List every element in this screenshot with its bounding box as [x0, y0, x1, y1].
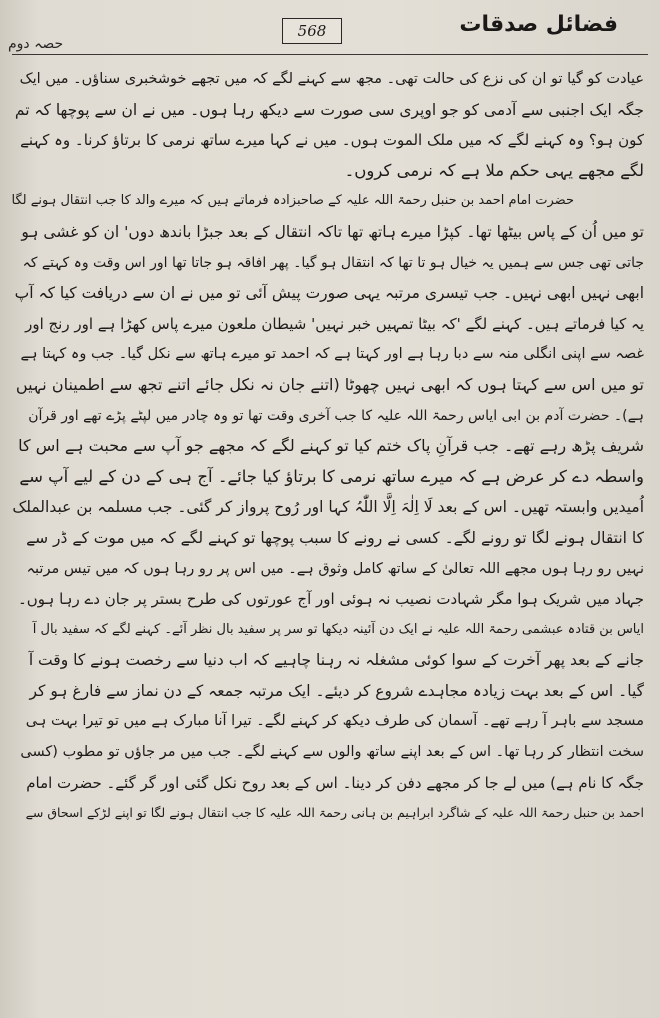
- page-number: 568: [282, 18, 342, 44]
- body-text: [12, 64, 644, 829]
- text-line: مسجد سے باہر آ رہے تھے۔ آسمان کی طرف دیکھ کر کہنے لگے۔ تیرا آنا مبارک ہے میں تو تیرا بہت ہی: [25, 713, 644, 730]
- header-divider: [12, 54, 648, 55]
- text-line: ایاس بن قتادہ عبشمی رحمۃ اللہ علیہ نے ایک دن آئینہ دیکھا تو سر پر سفید بال نظر آئے۔ کہنے لگے کہ سفید بال آ: [32, 621, 644, 637]
- page-header: [0, 10, 660, 54]
- text-line: شریف پڑھ رہے تھے۔ جب قرآنِ پاک ختم کیا تو کہنے لگے کہ مجھے جو آپ سے محبت ہے اس کا: [18, 436, 644, 456]
- text-line: کا انتقال ہونے لگا تو رونے لگے۔ کسی نے رونے کا سبب پوچھا تو کہنے لگے کہ میں موت کے ڈر سے: [26, 528, 644, 547]
- text-line: یہ کیا فرماتے ہیں۔ کہنے لگے 'کہ بیٹا تمہیں خبر نہیں' شیطان ملعون میرے پاس کھڑا ہے اور رنج اور: [25, 314, 644, 333]
- text-line: جگہ کا نام ہے) میں لے جا کر مجھے دفن کر دینا۔ اس کے بعد روح نکل گئی اور گر گئے۔ حضرت امام: [26, 773, 644, 792]
- text-line: ابھی نہیں ابھی نہیں۔ جب تیسری مرتبہ یہی صورت پیش آئی تو میں نے ان سے دریافت کیا کہ آپ: [14, 284, 644, 303]
- text-line: احمد بن حنبل رحمۃ اللہ علیہ کے شاگرد ابراہیم بن ہانی رحمۃ اللہ علیہ کا جب انتقال ہونے لگا تو اپنے لڑکے اسحاق سے: [25, 805, 644, 821]
- text-line: واسطہ دے کر عرض ہے کہ میرے ساتھ نرمی کا برتاؤ کیا جائے۔ آج ہی کے دن کے لیے آپ سے: [19, 466, 644, 486]
- text-line: سخت انتظار کر رہا تھا۔ اس کے بعد اپنے ساتھ والوں سے کہنے لگے۔ جب میں مر جاؤں تو مطوب (کسی: [20, 744, 644, 761]
- text-line: تو میں اُن کے پاس بیٹھا تھا۔ کپڑا میرے ہاتھ تھا تاکہ انتقال کے بعد جبڑا باندھ دوں' ان کو غشی ہو: [21, 222, 644, 241]
- text-line: گیا۔ اس کے بعد بہت زیادہ مجاہدے شروع کر دیئے۔ ایک مرتبہ جمعہ کے دن نماز سے فارغ ہو کر: [29, 681, 644, 700]
- text-line: ہے)۔ حضرت آدم بن ابی ایاس رحمۃ اللہ علیہ کا جب آخری وقت تھا تو وہ چادر میں لپٹے پڑے تھے اور قرآن: [28, 407, 644, 424]
- text-line: جانے کے بعد پھر آخرت کے سوا کوئی مشغلہ نہ رہنا چاہیے کہ اب دنیا سے رخصت ہونے کا وقت آ: [28, 651, 644, 670]
- text-line: اُمیدیں وابستہ تھیں۔ اس کے بعد لَا اِلٰہَ اِلَّا اللّٰہُ کہا اور رُوح پرواز کر گئی۔ جب مسلمہ بن عبدالملک: [12, 498, 644, 517]
- text-line: کون ہو؟ وہ کہنے لگے کہ میں ملک الموت ہوں۔ میں نے کہا میرے ساتھ نرمی کا برتاؤ کرنا۔ وہ کہنے: [20, 131, 644, 150]
- text-line: جاتی تھی جس سے ہمیں یہ خیال ہو تا تھا کہ انتقال ہو گیا۔ پھر افاقہ ہو جاتا تھا اور اس وقت وہ کہتے کہ: [22, 254, 644, 271]
- text-line: لگے مجھے یہی حکم ملا ہے کہ نرمی کروں۔: [344, 160, 644, 180]
- text-line: تو میں اس سے کہتا ہوں کہ ابھی نہیں چھوٹا (اتنے جان نہ نکل جائے اتنے تجھ سے اطمینان نہیں: [15, 374, 644, 394]
- text-line: غصہ سے اپنی انگلی منہ سے دبا رہا ہے اور کہتا ہے کہ احمد تو میرے ہاتھ سے نکل گیا۔ جب وہ کہتا ہے: [20, 346, 644, 363]
- volume-label: حصہ دوم: [8, 36, 64, 52]
- text-line: حضرت امام احمد بن حنبل رحمۃ اللہ علیہ کے صاحبزادہ فرماتے ہیں کہ میرے والد کا جب انتقال ہونے لگا: [12, 193, 574, 209]
- text-line: عیادت کو گیا تو ان کی نزع کی حالت تھی۔ مجھ سے کہنے لگے کہ میں تجھے خوشخبری سناؤں۔ میں ایک: [19, 71, 644, 87]
- book-title: فضائل صدقات: [459, 12, 618, 37]
- text-line: نہیں رو رہا ہوں مجھے اللہ تعالیٰ کے ساتھ کامل وثوق ہے۔ میں اس پر رو رہا ہوں کہ میں تیس مرتبہ: [26, 560, 644, 577]
- text-line: جہاد میں شریک ہوا مگر شہادت نصیب نہ ہوئی اور آج عورتوں کی طرح بستر پر جان دے رہا ہوں۔: [18, 590, 644, 609]
- text-line: جگہ ایک اجنبی سے آدمی کو جو اوپری سی صورت سے دیکھ رہا ہوں۔ میں نے ان سے پوچھا کہ تم: [14, 100, 644, 119]
